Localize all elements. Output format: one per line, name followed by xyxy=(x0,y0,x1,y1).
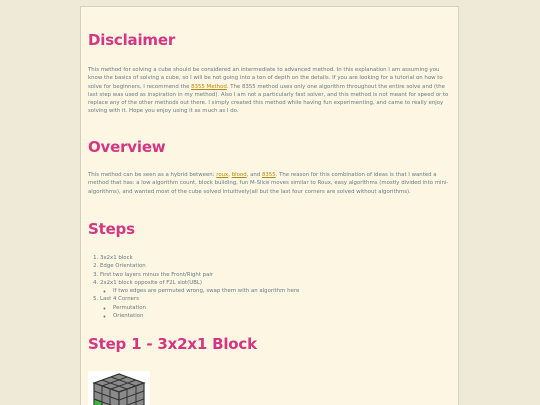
heading-step-1: Step 1 - 3x2x1 Block xyxy=(88,335,257,353)
overview-text-before: This method can be seen as a hybrid between: xyxy=(88,172,217,178)
step-4-sublist xyxy=(100,287,299,295)
heading-disclaimer: Disclaimer xyxy=(88,31,176,49)
link-8355[interactable]: 8355 xyxy=(261,172,276,178)
disclaimer-paragraph xyxy=(88,66,453,116)
article-page xyxy=(80,6,459,405)
overview-text-after: . The reason for this combination of ideas is that I wanted a method that has: a low algorithm count, block building, fun M-Slice moves similar to Roux, easy algorithms (mostly divided into mini-algorithms), and wanted most of the cube solved intuitively(all but the last four corners are solved without algorithms). xyxy=(88,172,449,195)
heading-overview: Overview xyxy=(88,138,166,156)
heading-steps: Steps xyxy=(88,220,135,238)
link-blood[interactable]: blood xyxy=(231,172,247,178)
step-5-subitem-orientation: ◦ Orientation xyxy=(113,312,299,320)
disclaimer-text-after: . The 8355 method uses only one algorithm throughout the entire solve and (the last step was used as inspiration in my method). Also I am not a particularly fast solver, and this method is not meant for speed or to replace any of the other methods out there. I simply created this method while having fun experimenting, and came to really enjoy solving with it. Hope you enjoy using it as much as I do. xyxy=(88,83,449,115)
step-4-subitem: ◦ If two edges are permuted wrong, swap them with an algorithm here xyxy=(113,287,299,295)
overview-paragraph xyxy=(88,171,453,196)
link-roux[interactable]: roux xyxy=(216,172,229,178)
overview-sep1: , xyxy=(228,172,232,178)
steps-list xyxy=(88,254,299,320)
step-item-4-label: 2x2x1 block opposite of F2L slot(UBL) xyxy=(100,279,203,286)
step-item-5 xyxy=(100,295,299,320)
disclaimer-text-before: This method for solving a cube should be considered an intermediate to advanced method. In this explanation I am assuming you know the basics of solving a cube, so I will be not going into a ton of depth on the details. If you are looking for a tutorial on how to solve for beginners, I recommend the xyxy=(88,67,443,90)
link-8355-method[interactable]: 8355 Method xyxy=(191,83,227,90)
step-item-1: 1. 3x2x1 block xyxy=(100,254,299,262)
rubiks-cube-diagram-icon xyxy=(88,371,150,405)
step-5-sublist xyxy=(100,304,299,321)
step-item-4 xyxy=(100,279,299,296)
step-5-subitem-permutation: ◦ Permutation xyxy=(113,304,299,312)
overview-sep2: , and xyxy=(246,172,262,178)
cube-svg xyxy=(88,371,150,405)
step-item-2: 2. Edge Orientation xyxy=(100,262,299,270)
step-item-5-label: Last 4 Corners xyxy=(100,296,140,303)
step-item-3: 3. First two layers minus the Front/Right pair xyxy=(100,271,299,279)
